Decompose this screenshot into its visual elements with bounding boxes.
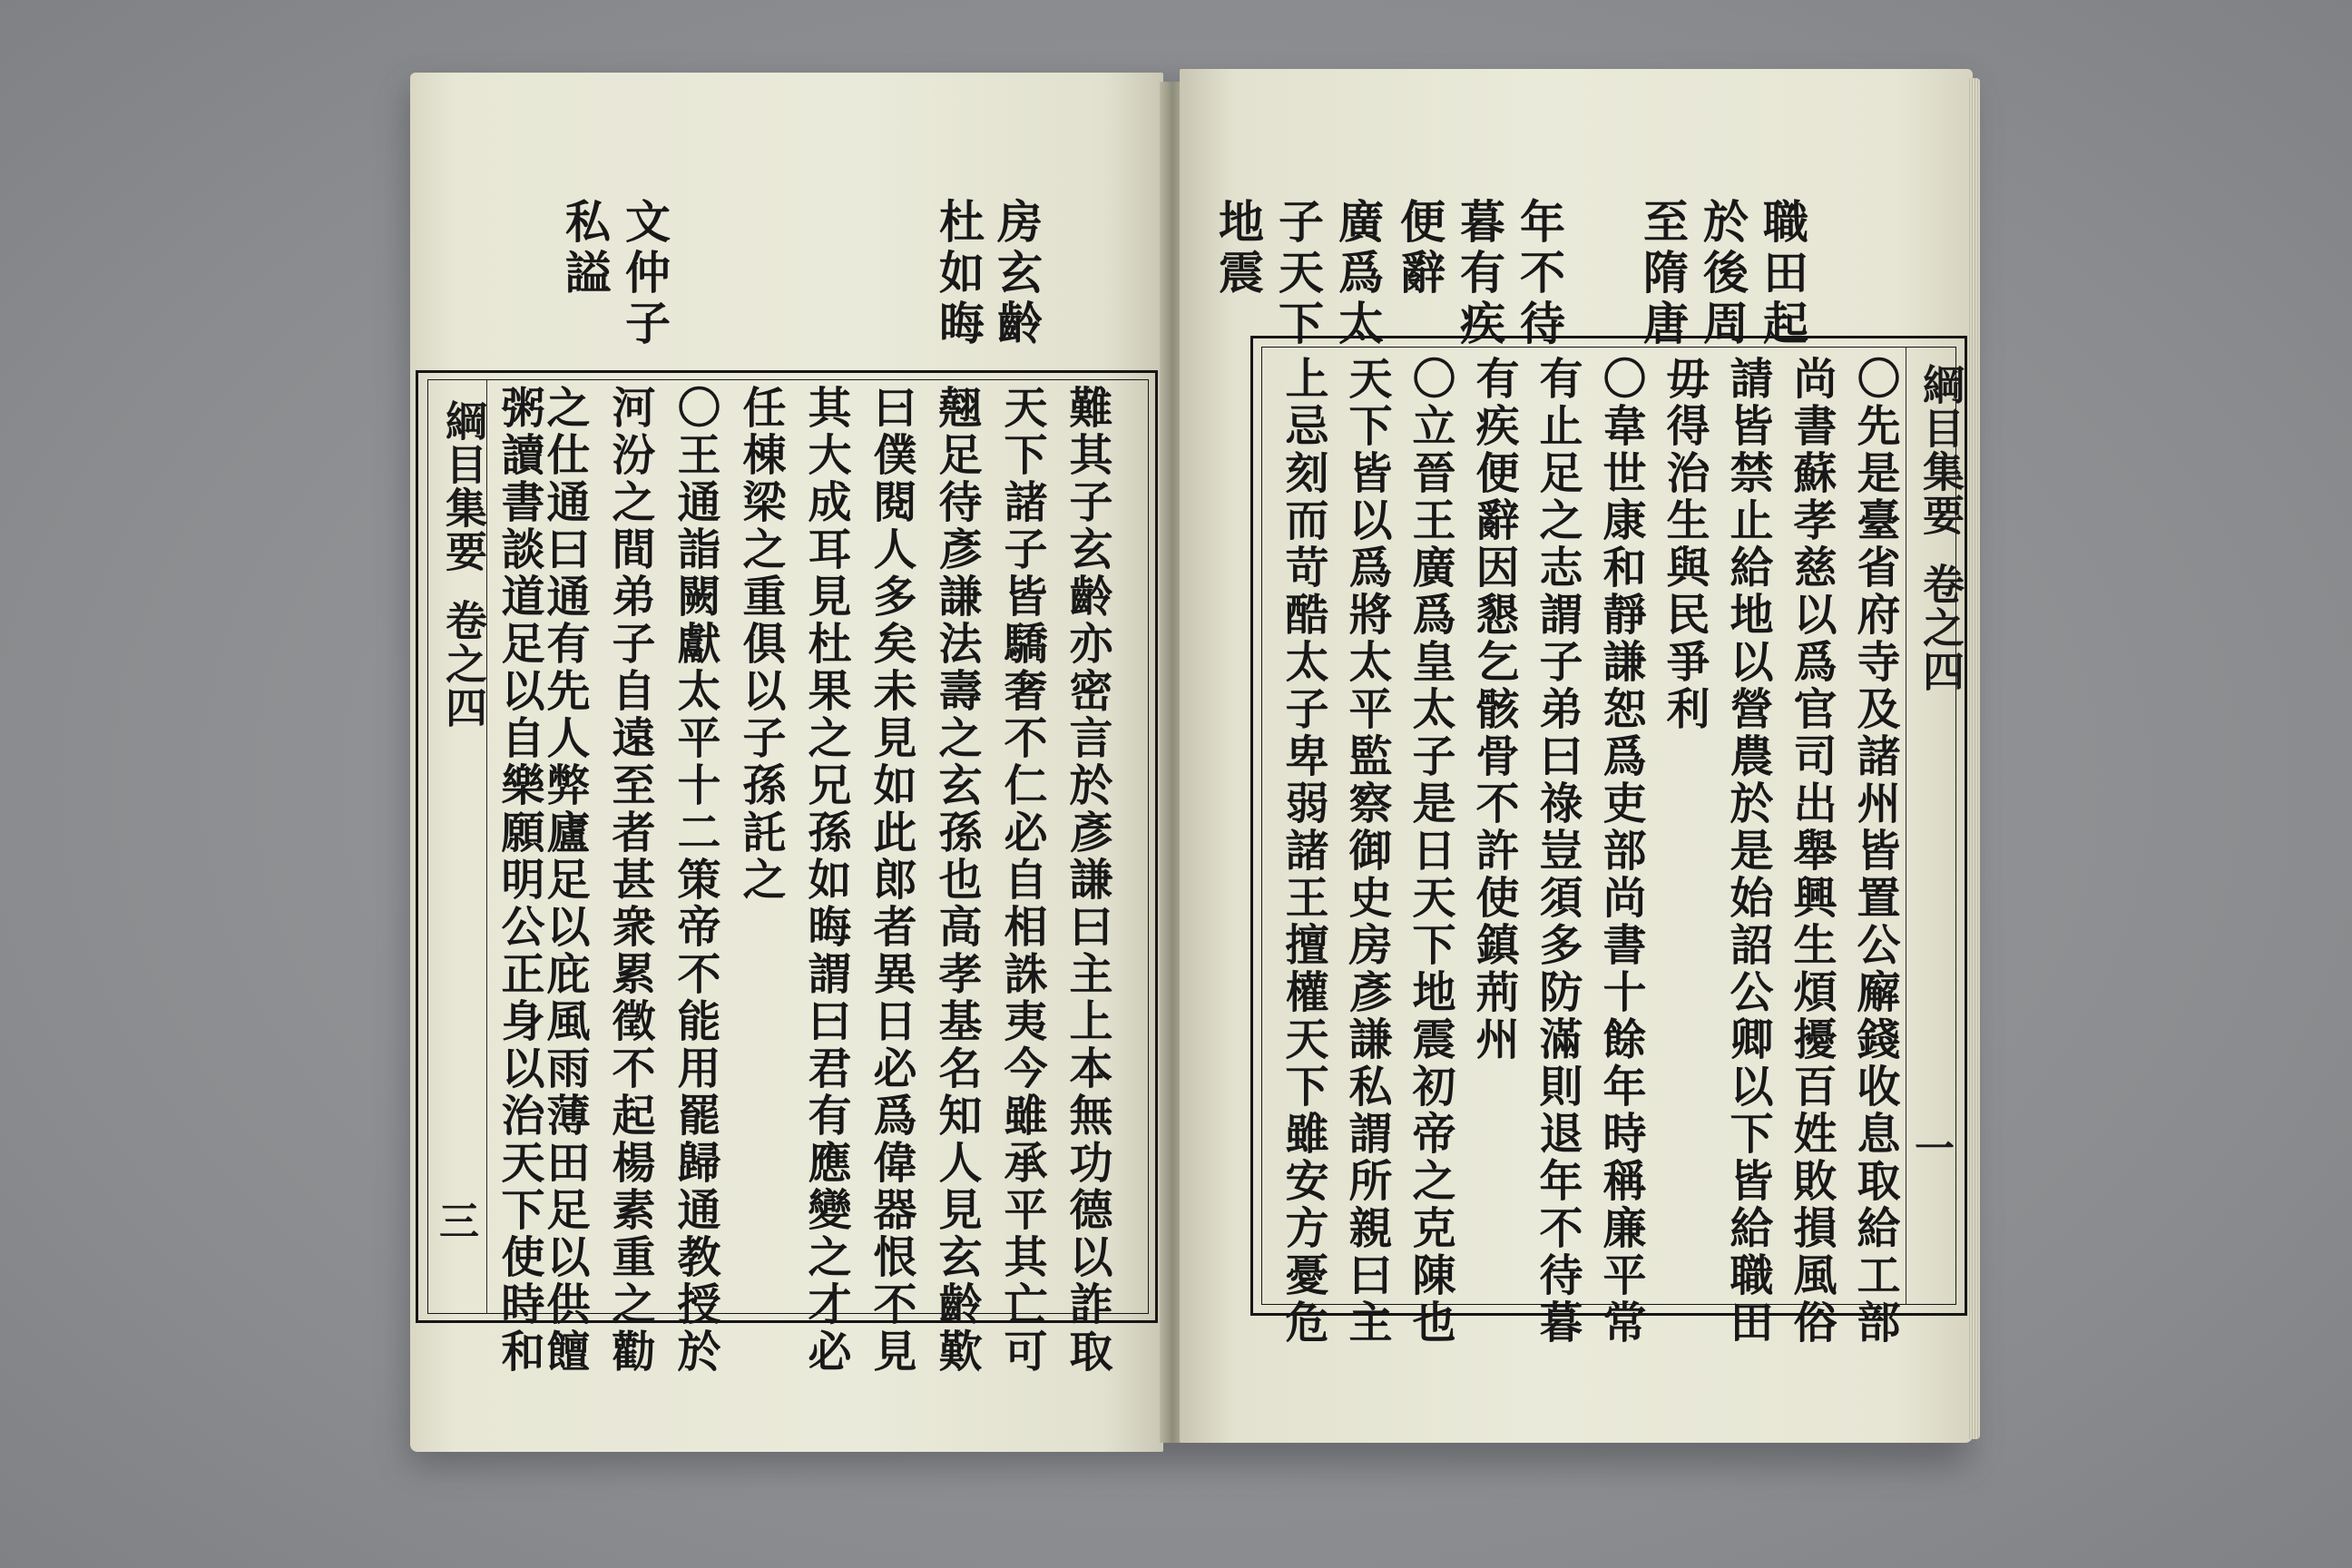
right-column-6: 有止足之志謂子弟曰祿豈須多防滿則退年不待暮 (1532, 356, 1583, 1347)
left-column-4: 曰僕閱人多矣未見如此郎者異日必爲偉器恨不見 (866, 385, 916, 1376)
right-column-1: 〇先是臺省府寺及諸州皆置公廨錢收息取給工部 (1849, 356, 1900, 1347)
right-column-10: 上忌刻而苛酷太子卑弱諸王擅權天下雖安方憂危 (1278, 356, 1328, 1347)
right-column-5: 〇韋世康和靜謙恕爲吏部尚書十餘年時稱廉平常 (1595, 356, 1646, 1347)
left-column-6: 任棟梁之重俱以子孫託之 (735, 385, 786, 904)
left-column-1: 難其子玄齡亦密言於彥謙曰主上本無功德以詐取 (1062, 385, 1112, 1376)
right-head-note-2: 於後周 (1696, 198, 1749, 350)
right-column-4: 毋得治生與民爭利 (1659, 356, 1710, 733)
right-head-note-4: 年不待 (1513, 198, 1566, 350)
right-column-8: 〇立晉王廣爲皇太子是日天下地震初帝之克陳也 (1405, 356, 1455, 1347)
left-column-5: 其大成耳見杜果之兄孫如晦謂曰君有應變之才必 (800, 385, 851, 1376)
right-head-note-1: 職田起 (1756, 198, 1809, 350)
right-head-note-6: 便辭 (1393, 198, 1446, 299)
right-head-note-5: 暮有疾 (1453, 198, 1506, 350)
left-banxin-title: 綱目集要 (439, 399, 488, 573)
left-head-note-1: 房玄齡 (990, 198, 1044, 350)
right-banxin-title: 綱目集要 (1916, 363, 1965, 537)
left-column-8: 河汾之間弟子自遠至者甚衆累徵不起楊素重之勸 (604, 385, 655, 1376)
left-banxin-volume: 卷之四 (439, 599, 488, 730)
right-head-note-9: 地震 (1211, 198, 1265, 299)
left-column-7: 〇王通詣闕獻太平十二策帝不能用罷歸通教授於 (670, 385, 720, 1376)
right-head-note-8: 子天下 (1271, 198, 1325, 350)
right-page-number: 一 (1915, 1126, 1955, 1172)
right-head-note-7: 廣爲太 (1331, 198, 1385, 350)
right-head-note-3: 至隋唐 (1636, 198, 1690, 350)
left-page-number: 三 (439, 1199, 479, 1245)
page-edges (1967, 78, 1980, 1439)
right-column-2: 尚書蘇孝慈以爲官司出舉興生煩擾百姓敗損風俗 (1786, 356, 1837, 1347)
right-column-7: 有疾便辭因懇乞骸骨不許使鎮荊州 (1468, 356, 1519, 1063)
left-head-note-4: 私謚 (558, 198, 612, 299)
left-column-2: 天下諸子皆驕奢不仁必自相誅夷今雖承平其亡可 (996, 385, 1047, 1376)
left-column-3: 翹足待彥謙法壽之玄孫也高孝基名知人見玄齡歎 (931, 385, 982, 1376)
left-head-note-3: 文仲子 (618, 198, 671, 350)
left-column-10: 粥讀書談道足以自樂願明公正身以治天下使時和 (494, 385, 544, 1376)
right-column-3: 請皆禁止給地以營農於是始詔公卿以下皆給職田 (1722, 356, 1773, 1347)
right-banxin-volume: 卷之四 (1916, 563, 1965, 693)
right-column-9: 天下皆以爲將太平監察御史房彥謙私謂所親曰主 (1341, 356, 1392, 1347)
left-column-9: 之仕通曰通有先人弊廬足以庇風雨薄田足以供饘 (539, 385, 590, 1376)
left-head-note-2: 杜如晦 (932, 198, 985, 350)
